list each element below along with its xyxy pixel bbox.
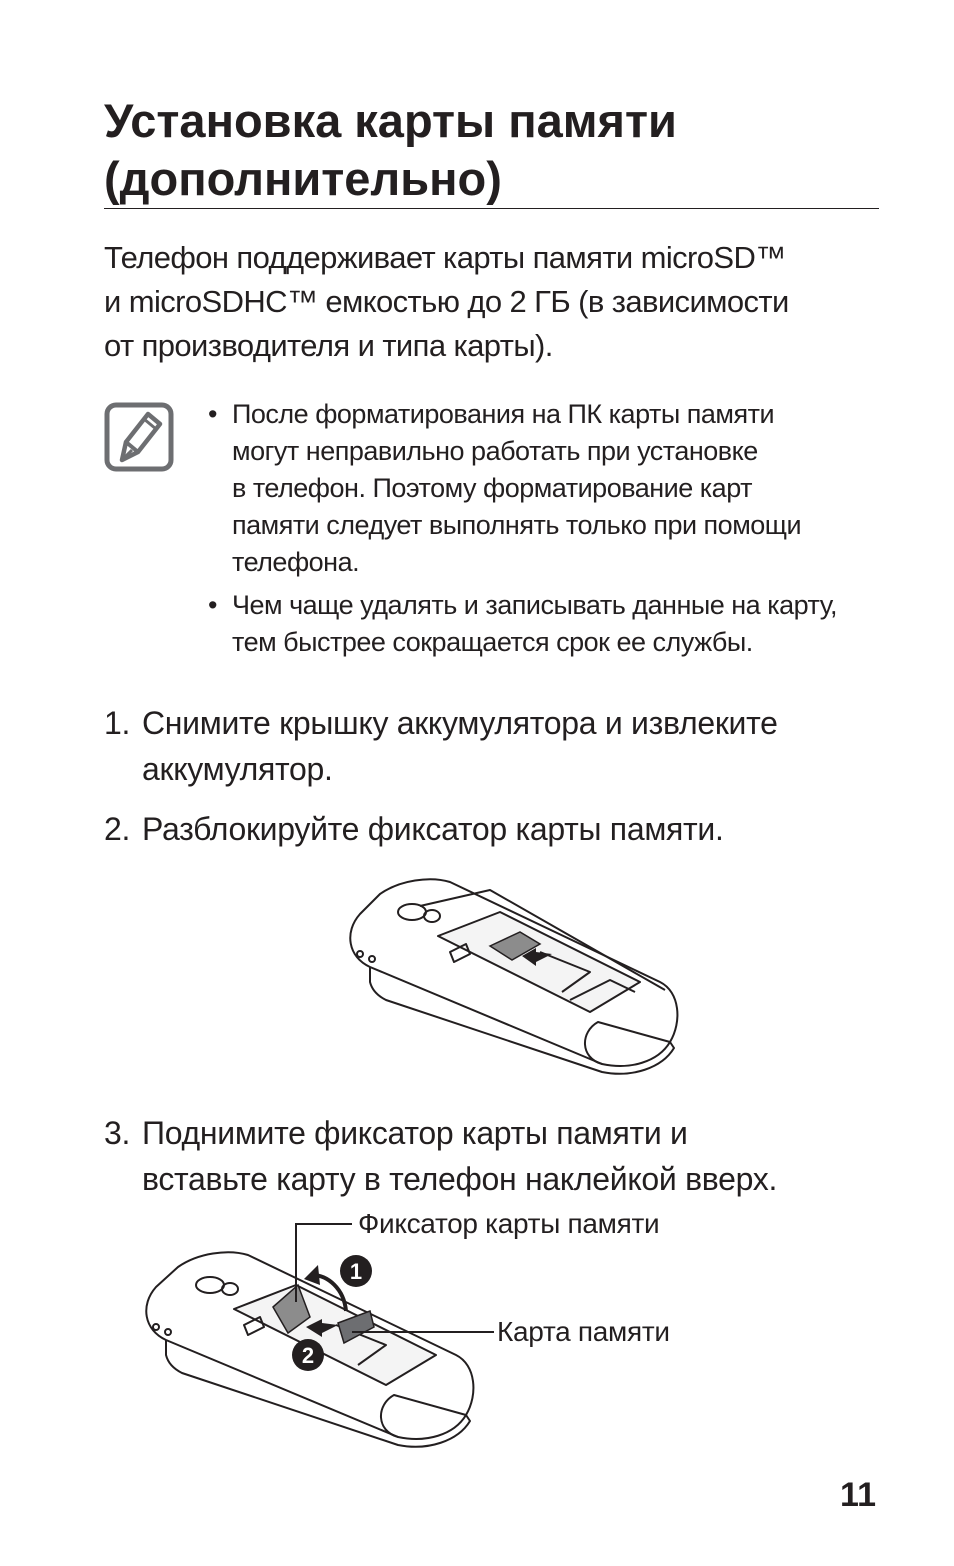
note-line: могут неправильно работать при установке xyxy=(232,436,758,466)
intro-paragraph xyxy=(104,236,894,368)
step-text: вставьте карту в телефон наклейкой вверх. xyxy=(142,1161,778,1197)
marker-2: 2 xyxy=(301,1343,315,1368)
notes-list xyxy=(208,396,888,667)
intro-line-2: и microSDHC™ емкостью до 2 ГБ (в зависимости xyxy=(104,284,789,319)
label-card-lock: Фиксатор карты памяти xyxy=(358,1208,660,1239)
step-text: аккумулятор. xyxy=(142,751,333,787)
page-title xyxy=(104,92,884,208)
label-memory-card: Карта памяти xyxy=(497,1316,670,1347)
note-line: памяти следует выполнять только при помощи xyxy=(232,510,802,540)
note-line: После форматирования на ПК карты памяти xyxy=(232,399,775,429)
intro-line-1: Телефон поддерживает карты памяти microSD™ xyxy=(104,240,786,275)
note-line: в телефон. Поэтому форматирование карт xyxy=(232,473,752,503)
step-1 xyxy=(104,700,894,792)
note-item xyxy=(208,396,888,581)
step-number: 1. xyxy=(104,705,131,741)
intro-line-3: от производителя и типа карты). xyxy=(104,328,553,363)
phone-unlock-illustration xyxy=(340,872,685,1077)
title-line-2: (дополнительно) xyxy=(104,152,502,205)
page-number: 11 xyxy=(840,1476,876,1514)
step-3 xyxy=(104,1110,894,1202)
step-text: Снимите крышку аккумулятора и извлеките xyxy=(142,705,778,741)
bullet: • xyxy=(208,399,217,429)
step-text: Разблокируйте фиксатор карты памяти. xyxy=(142,811,724,847)
title-line-1: Установка карты памяти xyxy=(104,94,677,147)
title-divider xyxy=(104,208,879,209)
note-line: телефона. xyxy=(232,547,360,577)
bullet: • xyxy=(208,590,217,620)
marker-1: 1 xyxy=(349,1259,363,1284)
step-2 xyxy=(104,806,894,852)
note-item xyxy=(208,587,888,661)
note-line: тем быстрее сокращается срок ее службы. xyxy=(232,627,753,657)
step-number: 2. xyxy=(104,811,131,847)
note-line: Чем чаще удалять и записывать данные на карту, xyxy=(232,590,838,620)
step-number: 3. xyxy=(104,1115,131,1151)
note-pencil-icon xyxy=(104,402,174,472)
step-text: Поднимите фиксатор карты памяти и xyxy=(142,1115,688,1151)
